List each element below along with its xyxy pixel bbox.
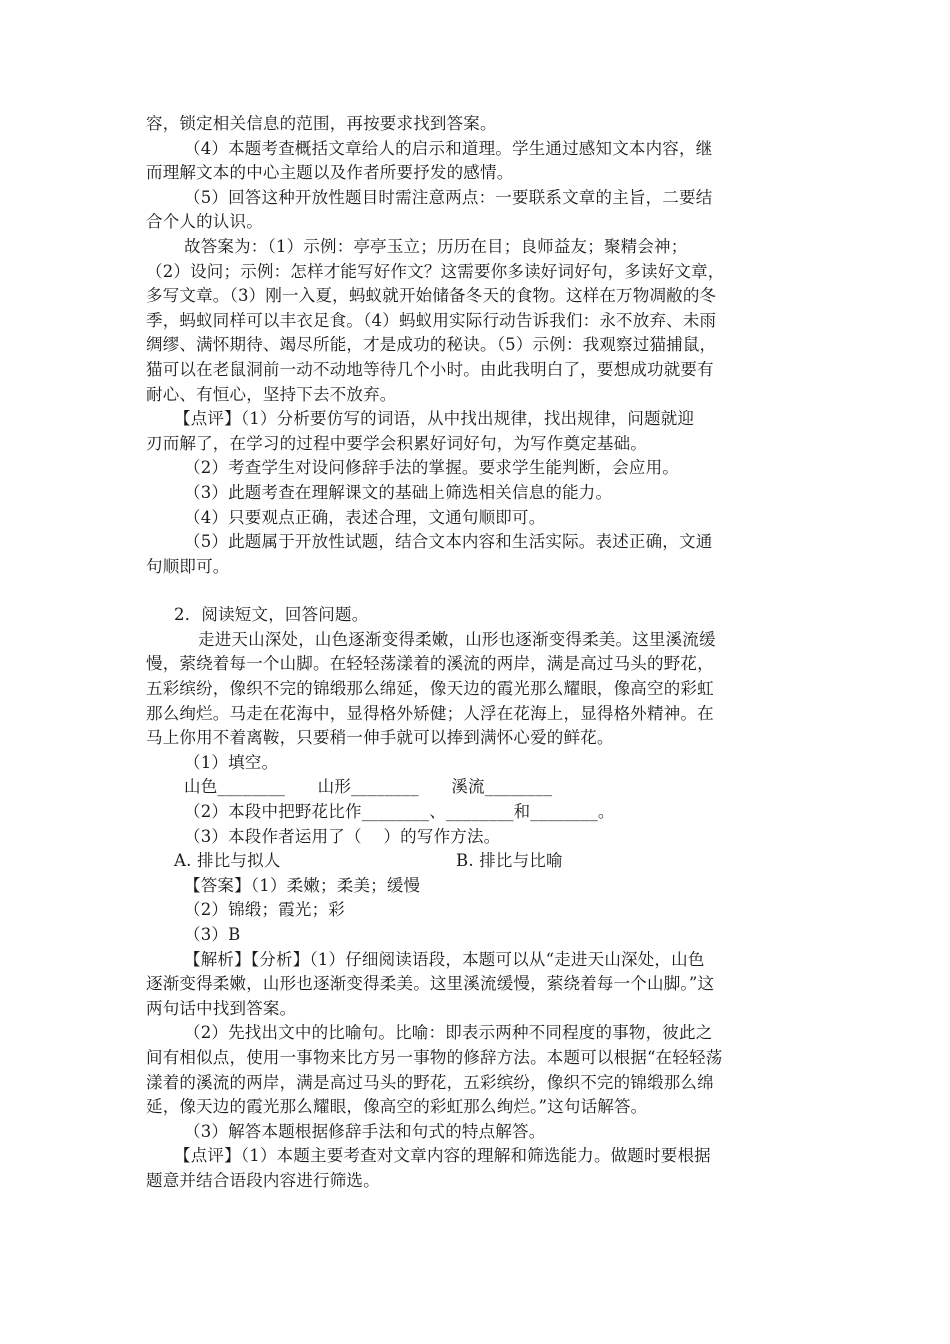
option-a: A. 排比与拟人 [174, 851, 281, 871]
text-line: 马上你用不着离鞍，只要稍一伸手就可以捧到满怀心爱的鲜花。 [146, 728, 614, 748]
text-line: 间有相似点，使用一事物来比方另一事物的修辞方法。本题可以根据“在轻轻荡 [146, 1047, 723, 1067]
text-line: 漾着的溪流的两岸，满是高过马头的野花，五彩缤纷，像织不完的锦缎那么绵 [146, 1072, 714, 1092]
text-line: 题意并结合语段内容进行筛选。 [146, 1170, 380, 1190]
text-line: 猫可以在老鼠洞前一动不动地等待几个小时。由此我明白了，要想成功就要有 [146, 359, 714, 379]
answer-analysis-section [146, 874, 808, 1194]
text-line: （2）本段中把野花比作________、________和________。 [184, 802, 615, 822]
text-line: 2．阅读短文，回答问题。 [174, 605, 369, 625]
text-line: （3）本段作者运用了（ ）的写作方法。 [184, 826, 501, 846]
text-line: 【答案】（1）柔嫩；柔美；缓慢 [184, 875, 421, 895]
text-line: 五彩缤纷，像织不完的锦缎那么绵延，像天边的霞光那么耀眼，像高空的彩虹 [146, 679, 714, 699]
text-line: （3）B [184, 925, 241, 944]
text-line: 逐渐变得柔嫩，山形也逐渐变得柔美。这里溪流缓慢，萦绕着每一个山脚。”这 [146, 974, 715, 994]
text-line: （2）设问；示例：怎样才能写好作文？这需要你多读好词好句，多读好文章， [146, 261, 725, 281]
text-line: （2）先找出文中的比喻句。比喻：即表示两种不同程度的事物，彼此之 [184, 1023, 713, 1043]
text-line: 季，蚂蚁同样可以丰衣足食。（4）蚂蚁用实际行动告诉我们：永不放弃、未雨 [146, 310, 717, 330]
text-line: （2）考查学生对设问修辞手法的掌握。要求学生能判断，会应用。 [184, 458, 679, 478]
text-line: 而理解文本的中心主题以及作者所要抒发的感情。 [146, 163, 514, 183]
text-line: 两句话中找到答案。 [146, 998, 297, 1018]
text-line: 故答案为：（1）示例：亭亭玉立；历历在目；良师益友；聚精会神； [184, 236, 688, 256]
answer-explanation-section [146, 112, 808, 579]
choice-options [146, 849, 808, 874]
text-line: （4）只要观点正确，表述合理，文通句顺即可。 [184, 507, 546, 527]
text-line: （3）解答本题根据修辞手法和句式的特点解答。 [184, 1121, 546, 1141]
option-b: B. 排比与比喻 [456, 851, 563, 871]
text-line: （3）此题考查在理解课文的基础上筛选相关信息的能力。 [184, 482, 613, 502]
text-line: 合个人的认识。 [146, 212, 263, 232]
text-line: （4）本题考查概括文章给人的启示和道理。学生通过感知文本内容，继 [184, 138, 713, 158]
text-line: 绸缪、满怀期待、竭尽所能，才是成功的秘诀。（5）示例：我观察过猫捕鼠， [146, 335, 717, 355]
text-line: （5）此题属于开放性试题，结合文本内容和生活实际。表述正确，文通 [184, 532, 713, 552]
text-line: 容，锁定相关信息的范围，再按要求找到答案。 [146, 114, 497, 133]
text-line: （5）回答这种开放性题目时需注意两点：一要联系文章的主旨，二要结 [184, 187, 713, 207]
text-line: 耐心、有恒心，坚持下去不放弃。 [146, 384, 397, 404]
text-line: 山色________ 山形________ 溪流________ [184, 777, 553, 797]
reading-question-section [146, 603, 808, 849]
text-line: 多写文章。（3）刚一入夏，蚂蚁就开始储备冬天的食物。这样在万物凋敝的冬 [146, 286, 717, 306]
document-page [146, 112, 808, 1194]
text-line: 刃而解了，在学习的过程中要学会积累好词好句，为写作奠定基础。 [146, 433, 647, 453]
text-line: 慢，萦绕着每一个山脚。在轻轻荡漾着的溪流的两岸，满是高过马头的野花， [146, 654, 714, 674]
text-line: 【解析】【分析】（1）仔细阅读语段，本题可以从“走进天山深处，山色 [184, 949, 705, 969]
text-line: 延，像天边的霞光那么耀眼，像高空的彩虹那么绚烂。”这句话解答。 [146, 1097, 648, 1117]
text-line: （2）锦缎；霞光；彩 [184, 900, 345, 920]
text-line: （1）填空。 [184, 752, 279, 772]
text-line: 【点评】（1）本题主要考查对文章内容的理解和筛选能力。做题时要根据 [174, 1146, 711, 1166]
text-line: 那么绚烂。马走在花海中，显得格外矫健；人浮在花海上，显得格外精神。在 [146, 703, 714, 723]
text-line: 句顺即可。 [146, 556, 230, 576]
text-line: 走进天山深处，山色逐渐变得柔嫩，山形也逐渐变得柔美。这里溪流缓 [198, 629, 716, 649]
text-line: 【点评】（1）分析要仿写的词语，从中找出规律，找出规律，问题就迎 [174, 409, 695, 429]
section-gap [146, 579, 808, 603]
